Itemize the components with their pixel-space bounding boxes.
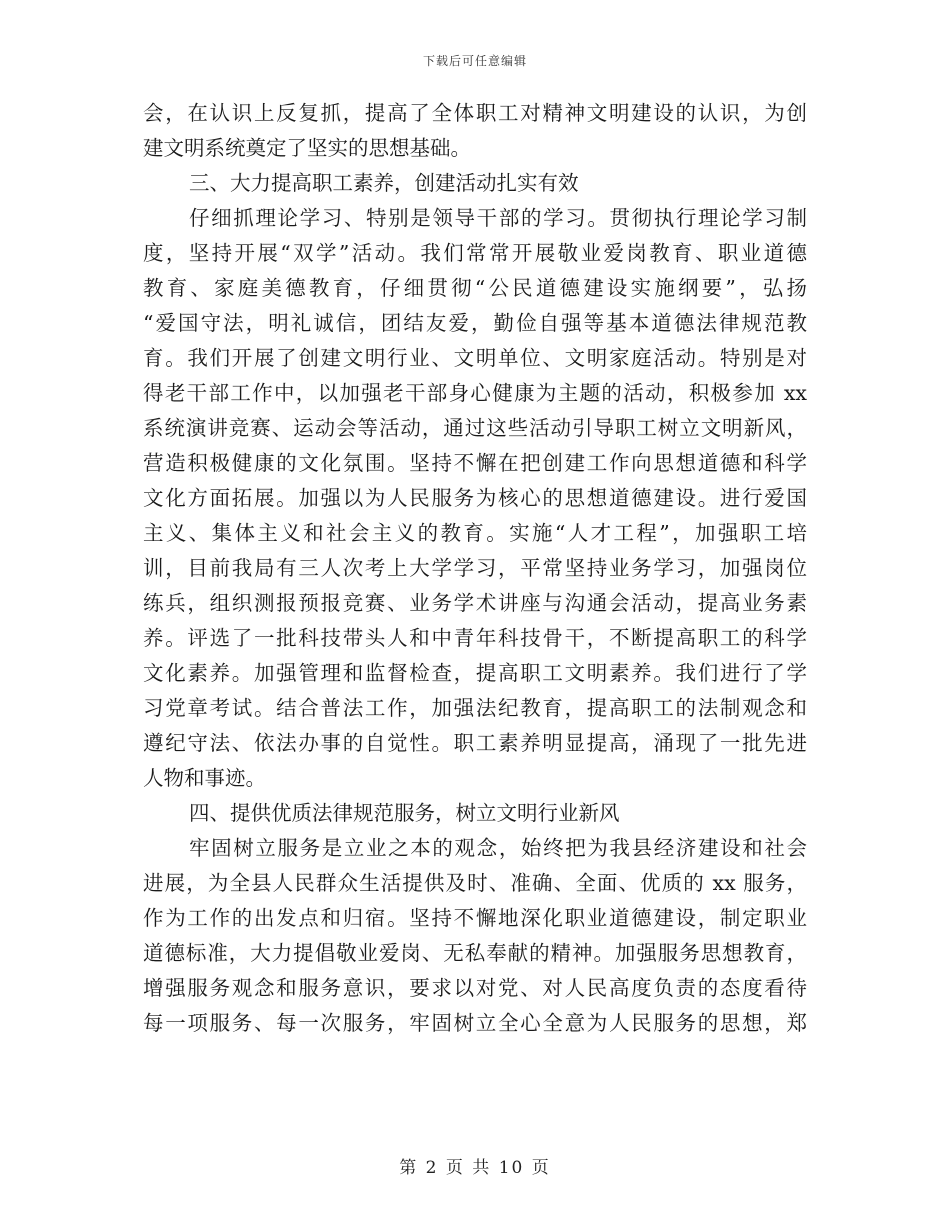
text-line: 练兵，组织测报预报竞赛、业务学术讲座与沟通会活动，提高业务素 — [143, 591, 807, 615]
document-body — [143, 96, 807, 1041]
text-line: 道德标准，大力提倡敬业爱岗、无私奉献的精神。加强服务思想教育， — [143, 941, 807, 965]
text-line: 育。我们开展了创建文明行业、文明单位、文明家庭活动。特别是对 — [143, 346, 807, 370]
text-line: 作为工作的出发点和归宿。坚持不懈地深化职业道德建设，制定职业 — [143, 906, 807, 930]
text-line: 仔细抓理论学习、特别是领导干部的学习。贯彻执行理论学习制 — [189, 206, 807, 230]
text-line: 遵纪守法、依法办事的自觉性。职工素养明显提高，涌现了一批先进 — [143, 731, 807, 755]
text-line: 养。评选了一批科技带头人和中青年科技骨干，不断提高职工的科学 — [143, 626, 807, 650]
text-line: 主义、集体主义和社会主义的教育。实施“人才工程”，加强职工培 — [143, 521, 807, 545]
text-line: 牢固树立服务是立业之本的观念，始终把为我县经济建设和社会 — [189, 836, 807, 860]
text-line: 习党章考试。结合普法工作，加强法纪教育，提高职工的法制观念和 — [143, 696, 807, 720]
text-line: 文化方面拓展。加强以为人民服务为核心的思想道德建设。进行爱国 — [143, 486, 807, 510]
text-line: 增强服务观念和服务意识，要求以对党、对人民高度负责的态度看待 — [143, 976, 807, 1000]
text-line: 得老干部工作中，以加强老干部身心健康为主题的活动，积极参加 xx — [143, 381, 807, 405]
text-line: 进展，为全县人民群众生活提供及时、准确、全面、优质的 xx 服务， — [143, 871, 807, 895]
text-line: 人物和事迹。 — [143, 766, 266, 790]
text-line: 四、提供优质法律规范服务，树立文明行业新风 — [189, 801, 620, 825]
page-header: 下载后可任意编辑 — [422, 54, 527, 68]
text-line: 建文明系统奠定了坚实的思想基础。 — [143, 136, 471, 160]
text-line: 教育、家庭美德教育，仔细贯彻“公民道德建设实施纲要”，弘扬 — [143, 276, 807, 300]
page-number: 第 2 页 共 10 页 — [399, 1158, 551, 1178]
text-line: “爱国守法，明礼诚信，团结友爱，勤俭自强等基本道德法律规范教 — [143, 311, 807, 335]
text-line: 训，目前我局有三人次考上大学学习，平常坚持业务学习，加强岗位 — [143, 556, 807, 580]
text-line: 会，在认识上反复抓，提高了全体职工对精神文明建设的认识，为创 — [143, 101, 807, 125]
text-line: 文化素养。加强管理和监督检查，提高职工文明素养。我们进行了学 — [143, 661, 807, 685]
text-line: 三、大力提高职工素养，创建活动扎实有效 — [189, 171, 579, 195]
text-line: 每一项服务、每一次服务，牢固树立全心全意为人民服务的思想，郑 — [143, 1011, 807, 1035]
text-line: 系统演讲竞赛、运动会等活动，通过这些活动引导职工树立文明新风， — [143, 416, 807, 440]
text-line: 营造积极健康的文化氛围。坚持不懈在把创建工作向思想道德和科学 — [143, 451, 807, 475]
text-line: 度，坚持开展“双学”活动。我们常常开展敬业爱岗教育、职业道德 — [143, 241, 807, 265]
